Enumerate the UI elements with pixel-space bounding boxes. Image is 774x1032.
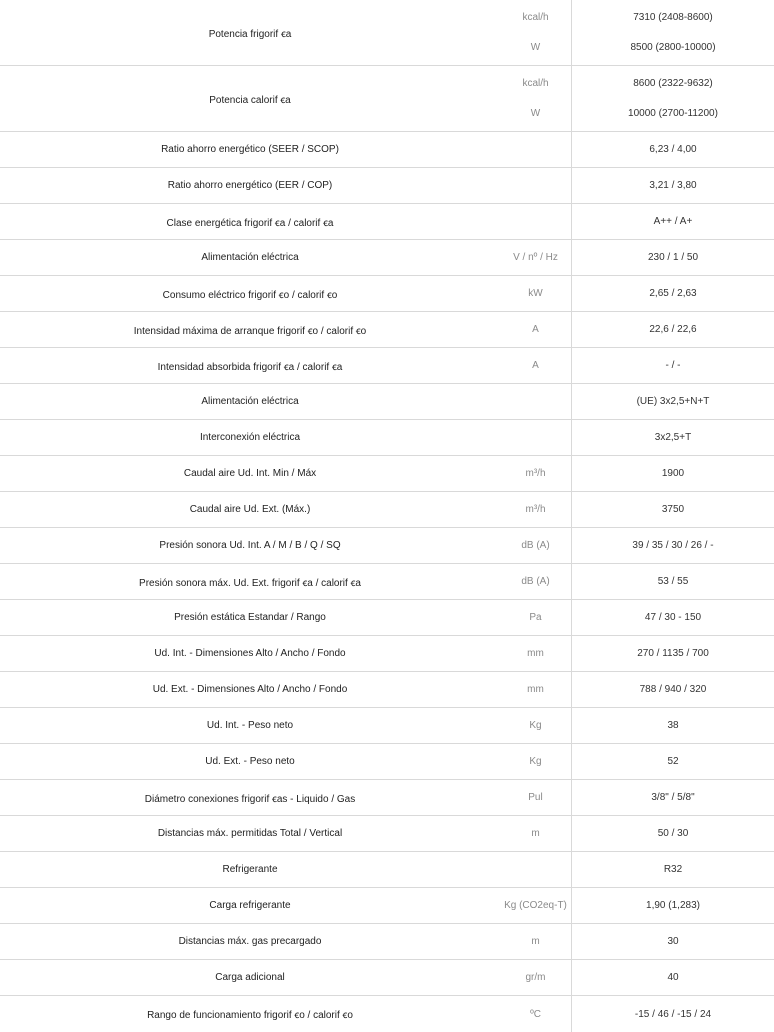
table-row bbox=[0, 384, 774, 420]
table-row bbox=[0, 420, 774, 456]
row-value bbox=[572, 636, 774, 671]
unit-text: W bbox=[530, 108, 541, 120]
value-text: 1900 bbox=[661, 468, 685, 479]
value-text: 3x2,5+T bbox=[654, 432, 692, 443]
row-unit bbox=[500, 528, 572, 563]
row-label: Intensidad máxima de arranque frigorif ꞓo / calorif ꞓo bbox=[133, 325, 367, 337]
row-label: Alimentación eléctrica bbox=[201, 252, 299, 263]
row-value bbox=[572, 492, 774, 527]
table-row bbox=[0, 924, 774, 960]
row-unit bbox=[500, 780, 572, 815]
table-row bbox=[0, 132, 774, 168]
row-unit bbox=[500, 384, 572, 419]
table-row bbox=[0, 996, 774, 1032]
value-text: - / - bbox=[665, 360, 681, 371]
row-value bbox=[572, 672, 774, 707]
row-unit bbox=[500, 564, 572, 599]
row-label: Potencia calorif ꞓa bbox=[209, 94, 291, 106]
value-text: 47 / 30 - 150 bbox=[644, 612, 702, 623]
table-row bbox=[0, 780, 774, 816]
row-value bbox=[572, 204, 774, 239]
row-label: Clase energética frigorif ꞓa / calorif ꞓa bbox=[166, 217, 334, 229]
unit-text: mm bbox=[527, 648, 544, 659]
row-value bbox=[572, 168, 774, 203]
table-row bbox=[0, 816, 774, 852]
row-value bbox=[572, 852, 774, 887]
table-row bbox=[0, 852, 774, 888]
unit-text: A bbox=[532, 360, 539, 371]
row-label: Alimentación eléctrica bbox=[201, 396, 299, 407]
row-label: Caudal aire Ud. Int. Min / Máx bbox=[183, 468, 317, 479]
row-unit bbox=[500, 348, 572, 383]
row-value bbox=[572, 888, 774, 923]
value-text: 30 bbox=[667, 936, 679, 947]
unit-text: kW bbox=[528, 288, 543, 299]
table-row bbox=[0, 66, 774, 132]
unit-text: kcal/h bbox=[522, 11, 549, 23]
row-label: Presión sonora máx. Ud. Ext. frigorif ꞓa / calorif ꞓa bbox=[139, 577, 361, 589]
row-unit bbox=[500, 132, 572, 167]
unit-text: Pa bbox=[529, 612, 542, 623]
table-row bbox=[0, 312, 774, 348]
table-row bbox=[0, 348, 774, 384]
unit-text: mm bbox=[527, 684, 544, 695]
row-label: Ud. Ext. - Peso neto bbox=[205, 756, 295, 767]
value-text: 3/8" / 5/8" bbox=[651, 792, 695, 803]
row-value bbox=[572, 348, 774, 383]
value-text: 6,23 / 4,00 bbox=[649, 144, 697, 155]
row-unit bbox=[500, 744, 572, 779]
value-text: 50 / 30 bbox=[657, 828, 689, 839]
row-value bbox=[572, 276, 774, 311]
row-unit bbox=[500, 852, 572, 887]
value-text: (UE) 3x2,5+N+T bbox=[636, 396, 710, 407]
row-label: Potencia frigorif ꞓa bbox=[208, 28, 292, 40]
table-row bbox=[0, 276, 774, 312]
row-value bbox=[572, 456, 774, 491]
row-label: Ratio ahorro energético (SEER / SCOP) bbox=[161, 144, 339, 155]
table-row bbox=[0, 168, 774, 204]
unit-text: Kg bbox=[529, 756, 542, 767]
value-text: 38 bbox=[667, 720, 679, 731]
row-value bbox=[572, 996, 774, 1032]
row-unit bbox=[500, 888, 572, 923]
row-value bbox=[572, 240, 774, 275]
row-label: Presión estática Estandar / Rango bbox=[174, 612, 326, 623]
unit-text: m bbox=[531, 936, 540, 947]
value-text: 10000 (2700-11200) bbox=[628, 108, 718, 120]
unit-text: gr/m bbox=[525, 972, 546, 983]
row-label: Presión sonora Ud. Int. A / M / B / Q / SQ bbox=[159, 540, 341, 551]
row-label: Interconexión eléctrica bbox=[199, 432, 301, 443]
unit-text: Kg (CO2eq-T) bbox=[504, 900, 567, 911]
value-text: 1,90 (1,283) bbox=[646, 900, 700, 911]
row-unit bbox=[500, 420, 572, 455]
row-label: Ud. Int. - Peso neto bbox=[206, 720, 294, 731]
row-value bbox=[572, 744, 774, 779]
row-label: Rango de funcionamiento frigorif ꞓo / calorif ꞓo bbox=[147, 1010, 353, 1021]
value-text: 7310 (2408-8600) bbox=[633, 11, 713, 23]
row-value bbox=[572, 132, 774, 167]
row-value bbox=[572, 0, 774, 65]
table-row bbox=[0, 0, 774, 66]
row-unit bbox=[500, 66, 572, 131]
row-value bbox=[572, 312, 774, 347]
row-unit bbox=[500, 996, 572, 1032]
row-unit bbox=[500, 0, 572, 65]
unit-text: ºC bbox=[530, 1008, 541, 1020]
value-text: 788 / 940 / 320 bbox=[639, 684, 707, 695]
unit-text: m³/h bbox=[525, 468, 546, 479]
row-unit bbox=[500, 600, 572, 635]
value-text: 52 bbox=[667, 756, 679, 767]
table-row bbox=[0, 564, 774, 600]
value-text: 8500 (2800-10000) bbox=[630, 42, 716, 54]
table-row bbox=[0, 456, 774, 492]
value-text: 40 bbox=[667, 972, 679, 983]
table-row bbox=[0, 708, 774, 744]
row-unit bbox=[500, 636, 572, 671]
row-label: Distancias máx. permitidas Total / Vertical bbox=[157, 828, 343, 839]
unit-text: kcal/h bbox=[522, 77, 549, 89]
row-value bbox=[572, 960, 774, 995]
row-label: Ud. Int. - Dimensiones Alto / Ancho / Fondo bbox=[154, 648, 346, 659]
table-row bbox=[0, 888, 774, 924]
row-label: Consumo eléctrico frigorif ꞓo / calorif ꞓo bbox=[162, 289, 338, 301]
value-text: 8600 (2322-9632) bbox=[633, 77, 713, 89]
table-row bbox=[0, 240, 774, 276]
row-label: Carga refrigerante bbox=[209, 900, 291, 911]
row-value bbox=[572, 420, 774, 455]
row-unit bbox=[500, 312, 572, 347]
unit-text: A bbox=[532, 324, 539, 335]
value-text: 2,65 / 2,63 bbox=[649, 288, 697, 299]
value-text: 270 / 1135 / 700 bbox=[637, 648, 709, 659]
table-row bbox=[0, 492, 774, 528]
row-value bbox=[572, 564, 774, 599]
row-value bbox=[572, 780, 774, 815]
row-label: Intensidad absorbida frigorif ꞓa / calorif ꞓa bbox=[157, 361, 343, 373]
unit-text: dB (A) bbox=[521, 576, 550, 587]
value-text: 3750 bbox=[661, 504, 685, 515]
unit-text: dB (A) bbox=[521, 540, 550, 551]
unit-text: Kg bbox=[529, 720, 542, 731]
row-value bbox=[572, 600, 774, 635]
table-row bbox=[0, 528, 774, 564]
unit-text: m³/h bbox=[525, 504, 546, 515]
unit-text: W bbox=[530, 42, 541, 54]
value-text: R32 bbox=[663, 864, 683, 875]
table-row bbox=[0, 672, 774, 708]
row-label: Refrigerante bbox=[222, 864, 278, 875]
value-text: -15 / 46 / -15 / 24 bbox=[634, 1008, 712, 1020]
value-text: 3,21 / 3,80 bbox=[649, 180, 697, 191]
row-unit bbox=[500, 492, 572, 527]
row-unit bbox=[500, 204, 572, 239]
row-unit bbox=[500, 276, 572, 311]
value-text: A++ / A+ bbox=[653, 216, 693, 227]
row-unit bbox=[500, 708, 572, 743]
unit-text: m bbox=[531, 828, 540, 839]
row-unit bbox=[500, 168, 572, 203]
value-text: 53 / 55 bbox=[657, 576, 689, 587]
row-value bbox=[572, 924, 774, 959]
table-row bbox=[0, 204, 774, 240]
row-label: Distancias máx. gas precargado bbox=[178, 936, 322, 947]
row-unit bbox=[500, 960, 572, 995]
value-text: 230 / 1 / 50 bbox=[647, 252, 699, 263]
row-label: Carga adicional bbox=[215, 972, 285, 983]
row-label: Ud. Ext. - Dimensiones Alto / Ancho / Fondo bbox=[152, 684, 348, 695]
row-value bbox=[572, 384, 774, 419]
row-label: Diámetro conexiones frigorif ꞓas - Liquido / Gas bbox=[144, 793, 356, 805]
row-label: Caudal aire Ud. Ext. (Máx.) bbox=[189, 504, 311, 515]
unit-text: Pul bbox=[528, 792, 543, 803]
row-unit bbox=[500, 816, 572, 851]
table-row bbox=[0, 600, 774, 636]
unit-text: V / nº / Hz bbox=[513, 252, 558, 263]
table-row bbox=[0, 960, 774, 996]
value-text: 39 / 35 / 30 / 26 / - bbox=[632, 540, 714, 551]
row-value bbox=[572, 66, 774, 131]
table-row bbox=[0, 744, 774, 780]
table-row bbox=[0, 636, 774, 672]
row-value bbox=[572, 708, 774, 743]
row-value bbox=[572, 528, 774, 563]
row-unit bbox=[500, 456, 572, 491]
row-value bbox=[572, 816, 774, 851]
row-unit bbox=[500, 240, 572, 275]
row-unit bbox=[500, 924, 572, 959]
value-text: 22,6 / 22,6 bbox=[649, 324, 697, 335]
row-label: Ratio ahorro energético (EER / COP) bbox=[167, 180, 333, 191]
row-unit bbox=[500, 672, 572, 707]
